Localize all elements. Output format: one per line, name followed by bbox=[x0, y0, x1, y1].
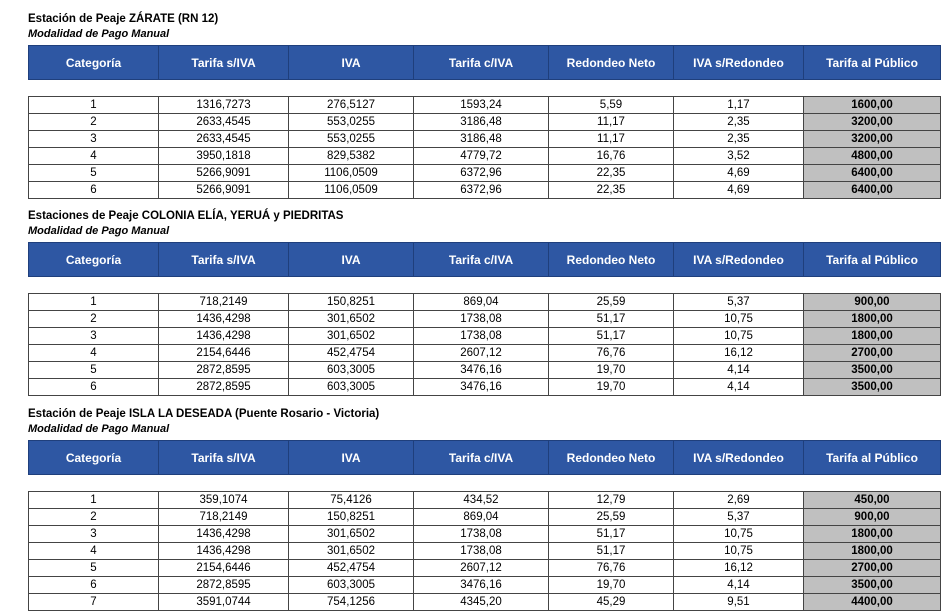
cell-tarifa-sin-iva: 2154,6446 bbox=[159, 560, 289, 577]
column-header-tarifa-sin-iva: Tarifa s/IVA bbox=[159, 243, 289, 277]
cell-categoria: 2 bbox=[29, 311, 159, 328]
cell-iva-redondeo: 5,37 bbox=[674, 294, 804, 311]
table-row bbox=[29, 560, 941, 577]
cell-redondeo-neto: 12,79 bbox=[549, 492, 674, 509]
cell-iva: 754,1256 bbox=[289, 594, 414, 611]
cell-redondeo-neto: 51,17 bbox=[549, 328, 674, 345]
cell-redondeo-neto: 16,76 bbox=[549, 148, 674, 165]
cell-tarifa-sin-iva: 3591,0744 bbox=[159, 594, 289, 611]
section-subtitle: Modalidad de Pago Manual bbox=[28, 28, 170, 40]
column-header-iva-redondeo: IVA s/Redondeo bbox=[674, 441, 804, 475]
cell-tarifa-con-iva: 1738,08 bbox=[414, 311, 549, 328]
cell-iva-redondeo: 4,14 bbox=[674, 577, 804, 594]
cell-tarifa-sin-iva: 1436,4298 bbox=[159, 526, 289, 543]
cell-redondeo-neto: 25,59 bbox=[549, 509, 674, 526]
column-header-iva-redondeo: IVA s/Redondeo bbox=[674, 243, 804, 277]
header-spacer bbox=[29, 475, 941, 492]
column-header-redondeo-neto: Redondeo Neto bbox=[549, 46, 674, 80]
cell-categoria: 2 bbox=[29, 114, 159, 131]
cell-tarifa-con-iva: 2607,12 bbox=[414, 560, 549, 577]
cell-iva-redondeo: 10,75 bbox=[674, 543, 804, 560]
cell-tarifa-sin-iva: 1436,4298 bbox=[159, 328, 289, 345]
cell-iva: 301,6502 bbox=[289, 526, 414, 543]
cell-tarifa-sin-iva: 2872,8595 bbox=[159, 379, 289, 396]
cell-iva-redondeo: 16,12 bbox=[674, 345, 804, 362]
section-zarate bbox=[28, 12, 940, 199]
cell-categoria: 4 bbox=[29, 543, 159, 560]
table-row bbox=[29, 148, 941, 165]
header-spacer bbox=[29, 277, 941, 294]
column-header-iva-redondeo: IVA s/Redondeo bbox=[674, 46, 804, 80]
header-spacer-cell bbox=[29, 277, 941, 294]
cell-tarifa-sin-iva: 2633,4545 bbox=[159, 114, 289, 131]
section-title: Estaciones de Peaje COLONIA ELÍA, YERUÁ y PIEDRITAS bbox=[28, 210, 344, 222]
cell-iva-redondeo: 16,12 bbox=[674, 560, 804, 577]
column-header-tarifa-con-iva: Tarifa c/IVA bbox=[414, 46, 549, 80]
section-subtitle: Modalidad de Pago Manual bbox=[28, 423, 170, 435]
cell-iva-redondeo: 1,17 bbox=[674, 97, 804, 114]
section-colonia-elia bbox=[28, 209, 940, 396]
cell-tarifa-con-iva: 1738,08 bbox=[414, 526, 549, 543]
cell-tarifa-sin-iva: 1436,4298 bbox=[159, 543, 289, 560]
table-row bbox=[29, 526, 941, 543]
cell-tarifa-publico: 4400,00 bbox=[804, 594, 941, 611]
section-title: Estación de Peaje ZÁRATE (RN 12) bbox=[28, 13, 219, 25]
column-header-tarifa-con-iva: Tarifa c/IVA bbox=[414, 243, 549, 277]
cell-iva-redondeo: 2,69 bbox=[674, 492, 804, 509]
cell-redondeo-neto: 51,17 bbox=[549, 311, 674, 328]
table-row bbox=[29, 114, 941, 131]
cell-tarifa-publico: 450,00 bbox=[804, 492, 941, 509]
cell-tarifa-publico: 3200,00 bbox=[804, 131, 941, 148]
table-row bbox=[29, 131, 941, 148]
cell-categoria: 5 bbox=[29, 560, 159, 577]
cell-iva-redondeo: 4,14 bbox=[674, 379, 804, 396]
cell-tarifa-con-iva: 3476,16 bbox=[414, 362, 549, 379]
table-row bbox=[29, 362, 941, 379]
cell-iva-redondeo: 4,69 bbox=[674, 182, 804, 199]
cell-tarifa-con-iva: 4345,20 bbox=[414, 594, 549, 611]
table-row bbox=[29, 345, 941, 362]
header-spacer bbox=[29, 80, 941, 97]
column-header-redondeo-neto: Redondeo Neto bbox=[549, 441, 674, 475]
section-subtitle: Modalidad de Pago Manual bbox=[28, 225, 170, 237]
cell-categoria: 4 bbox=[29, 345, 159, 362]
cell-tarifa-publico: 3200,00 bbox=[804, 114, 941, 131]
cell-redondeo-neto: 22,35 bbox=[549, 165, 674, 182]
column-header-tarifa-publico: Tarifa al Público bbox=[804, 46, 941, 80]
cell-tarifa-publico: 3500,00 bbox=[804, 577, 941, 594]
cell-tarifa-publico: 900,00 bbox=[804, 294, 941, 311]
column-header-tarifa-publico: Tarifa al Público bbox=[804, 441, 941, 475]
cell-categoria: 1 bbox=[29, 97, 159, 114]
cell-redondeo-neto: 11,17 bbox=[549, 131, 674, 148]
cell-categoria: 3 bbox=[29, 526, 159, 543]
cell-tarifa-sin-iva: 5266,9091 bbox=[159, 182, 289, 199]
cell-tarifa-sin-iva: 2633,4545 bbox=[159, 131, 289, 148]
cell-redondeo-neto: 51,17 bbox=[549, 543, 674, 560]
column-header-iva: IVA bbox=[289, 441, 414, 475]
cell-tarifa-con-iva: 434,52 bbox=[414, 492, 549, 509]
cell-redondeo-neto: 76,76 bbox=[549, 560, 674, 577]
cell-tarifa-con-iva: 869,04 bbox=[414, 294, 549, 311]
section-title: Estación de Peaje ISLA LA DESEADA (Puente Rosario - Victoria) bbox=[28, 408, 380, 420]
cell-iva: 1106,0509 bbox=[289, 182, 414, 199]
cell-tarifa-con-iva: 6372,96 bbox=[414, 182, 549, 199]
header-spacer-cell bbox=[29, 80, 941, 97]
cell-tarifa-sin-iva: 718,2149 bbox=[159, 294, 289, 311]
fare-table bbox=[28, 440, 941, 611]
cell-iva: 603,3005 bbox=[289, 362, 414, 379]
column-header-iva: IVA bbox=[289, 243, 414, 277]
column-header-redondeo-neto: Redondeo Neto bbox=[549, 243, 674, 277]
cell-iva: 150,8251 bbox=[289, 294, 414, 311]
cell-tarifa-publico: 3500,00 bbox=[804, 362, 941, 379]
table-row bbox=[29, 594, 941, 611]
cell-tarifa-publico: 4800,00 bbox=[804, 148, 941, 165]
cell-tarifa-publico: 1800,00 bbox=[804, 328, 941, 345]
cell-iva-redondeo: 2,35 bbox=[674, 114, 804, 131]
cell-iva: 603,3005 bbox=[289, 379, 414, 396]
cell-tarifa-con-iva: 869,04 bbox=[414, 509, 549, 526]
cell-categoria: 5 bbox=[29, 362, 159, 379]
table-row bbox=[29, 379, 941, 396]
table-header-row bbox=[29, 441, 941, 475]
column-header-categoria: Categoría bbox=[29, 46, 159, 80]
cell-redondeo-neto: 5,59 bbox=[549, 97, 674, 114]
cell-tarifa-con-iva: 2607,12 bbox=[414, 345, 549, 362]
cell-iva: 603,3005 bbox=[289, 577, 414, 594]
cell-tarifa-publico: 1800,00 bbox=[804, 311, 941, 328]
cell-tarifa-sin-iva: 359,1074 bbox=[159, 492, 289, 509]
cell-iva: 276,5127 bbox=[289, 97, 414, 114]
table-row bbox=[29, 165, 941, 182]
table-header-row bbox=[29, 243, 941, 277]
cell-redondeo-neto: 76,76 bbox=[549, 345, 674, 362]
header-spacer-cell bbox=[29, 475, 941, 492]
cell-iva-redondeo: 4,14 bbox=[674, 362, 804, 379]
cell-tarifa-con-iva: 1738,08 bbox=[414, 543, 549, 560]
cell-iva-redondeo: 10,75 bbox=[674, 311, 804, 328]
cell-tarifa-publico: 900,00 bbox=[804, 509, 941, 526]
column-header-tarifa-publico: Tarifa al Público bbox=[804, 243, 941, 277]
cell-iva: 452,4754 bbox=[289, 345, 414, 362]
cell-tarifa-sin-iva: 2872,8595 bbox=[159, 362, 289, 379]
cell-tarifa-publico: 2700,00 bbox=[804, 345, 941, 362]
cell-iva-redondeo: 10,75 bbox=[674, 526, 804, 543]
cell-categoria: 3 bbox=[29, 131, 159, 148]
table-row bbox=[29, 182, 941, 199]
cell-tarifa-con-iva: 4779,72 bbox=[414, 148, 549, 165]
cell-tarifa-publico: 1600,00 bbox=[804, 97, 941, 114]
cell-iva: 150,8251 bbox=[289, 509, 414, 526]
cell-iva-redondeo: 9,51 bbox=[674, 594, 804, 611]
table-row bbox=[29, 492, 941, 509]
cell-redondeo-neto: 11,17 bbox=[549, 114, 674, 131]
cell-redondeo-neto: 19,70 bbox=[549, 362, 674, 379]
cell-tarifa-publico: 6400,00 bbox=[804, 182, 941, 199]
cell-tarifa-sin-iva: 1316,7273 bbox=[159, 97, 289, 114]
column-header-iva: IVA bbox=[289, 46, 414, 80]
column-header-categoria: Categoría bbox=[29, 243, 159, 277]
cell-redondeo-neto: 19,70 bbox=[549, 577, 674, 594]
cell-iva: 75,4126 bbox=[289, 492, 414, 509]
table-row bbox=[29, 97, 941, 114]
cell-redondeo-neto: 51,17 bbox=[549, 526, 674, 543]
fare-table bbox=[28, 242, 941, 396]
table-row bbox=[29, 509, 941, 526]
cell-tarifa-con-iva: 6372,96 bbox=[414, 165, 549, 182]
cell-tarifa-sin-iva: 2154,6446 bbox=[159, 345, 289, 362]
cell-iva: 829,5382 bbox=[289, 148, 414, 165]
cell-tarifa-con-iva: 1738,08 bbox=[414, 328, 549, 345]
cell-tarifa-con-iva: 3476,16 bbox=[414, 379, 549, 396]
cell-tarifa-publico: 1800,00 bbox=[804, 526, 941, 543]
cell-iva-redondeo: 2,35 bbox=[674, 131, 804, 148]
cell-redondeo-neto: 25,59 bbox=[549, 294, 674, 311]
cell-tarifa-publico: 6400,00 bbox=[804, 165, 941, 182]
cell-categoria: 1 bbox=[29, 294, 159, 311]
cell-iva: 301,6502 bbox=[289, 328, 414, 345]
cell-categoria: 6 bbox=[29, 577, 159, 594]
table-row bbox=[29, 577, 941, 594]
cell-iva-redondeo: 4,69 bbox=[674, 165, 804, 182]
cell-tarifa-sin-iva: 3950,1818 bbox=[159, 148, 289, 165]
table-row bbox=[29, 294, 941, 311]
cell-iva-redondeo: 3,52 bbox=[674, 148, 804, 165]
cell-iva-redondeo: 10,75 bbox=[674, 328, 804, 345]
cell-tarifa-con-iva: 1593,24 bbox=[414, 97, 549, 114]
column-header-tarifa-con-iva: Tarifa c/IVA bbox=[414, 441, 549, 475]
cell-redondeo-neto: 22,35 bbox=[549, 182, 674, 199]
cell-tarifa-sin-iva: 2872,8595 bbox=[159, 577, 289, 594]
cell-iva: 301,6502 bbox=[289, 543, 414, 560]
cell-tarifa-publico: 3500,00 bbox=[804, 379, 941, 396]
cell-tarifa-publico: 2700,00 bbox=[804, 560, 941, 577]
cell-iva: 553,0255 bbox=[289, 131, 414, 148]
table-header-row bbox=[29, 46, 941, 80]
cell-iva-redondeo: 5,37 bbox=[674, 509, 804, 526]
fare-table bbox=[28, 45, 941, 199]
cell-categoria: 1 bbox=[29, 492, 159, 509]
column-header-categoria: Categoría bbox=[29, 441, 159, 475]
cell-tarifa-sin-iva: 1436,4298 bbox=[159, 311, 289, 328]
cell-tarifa-publico: 1800,00 bbox=[804, 543, 941, 560]
cell-iva: 553,0255 bbox=[289, 114, 414, 131]
table-row bbox=[29, 311, 941, 328]
cell-categoria: 3 bbox=[29, 328, 159, 345]
cell-redondeo-neto: 19,70 bbox=[549, 379, 674, 396]
cell-tarifa-sin-iva: 718,2149 bbox=[159, 509, 289, 526]
cell-categoria: 7 bbox=[29, 594, 159, 611]
cell-redondeo-neto: 45,29 bbox=[549, 594, 674, 611]
cell-iva: 1106,0509 bbox=[289, 165, 414, 182]
column-header-tarifa-sin-iva: Tarifa s/IVA bbox=[159, 441, 289, 475]
cell-iva: 301,6502 bbox=[289, 311, 414, 328]
cell-categoria: 5 bbox=[29, 165, 159, 182]
table-row bbox=[29, 328, 941, 345]
cell-tarifa-con-iva: 3186,48 bbox=[414, 131, 549, 148]
cell-tarifa-con-iva: 3186,48 bbox=[414, 114, 549, 131]
cell-categoria: 2 bbox=[29, 509, 159, 526]
table-row bbox=[29, 543, 941, 560]
cell-categoria: 6 bbox=[29, 182, 159, 199]
section-isla-la-deseada bbox=[28, 407, 940, 611]
cell-tarifa-con-iva: 3476,16 bbox=[414, 577, 549, 594]
cell-tarifa-sin-iva: 5266,9091 bbox=[159, 165, 289, 182]
cell-categoria: 4 bbox=[29, 148, 159, 165]
cell-categoria: 6 bbox=[29, 379, 159, 396]
cell-iva: 452,4754 bbox=[289, 560, 414, 577]
column-header-tarifa-sin-iva: Tarifa s/IVA bbox=[159, 46, 289, 80]
